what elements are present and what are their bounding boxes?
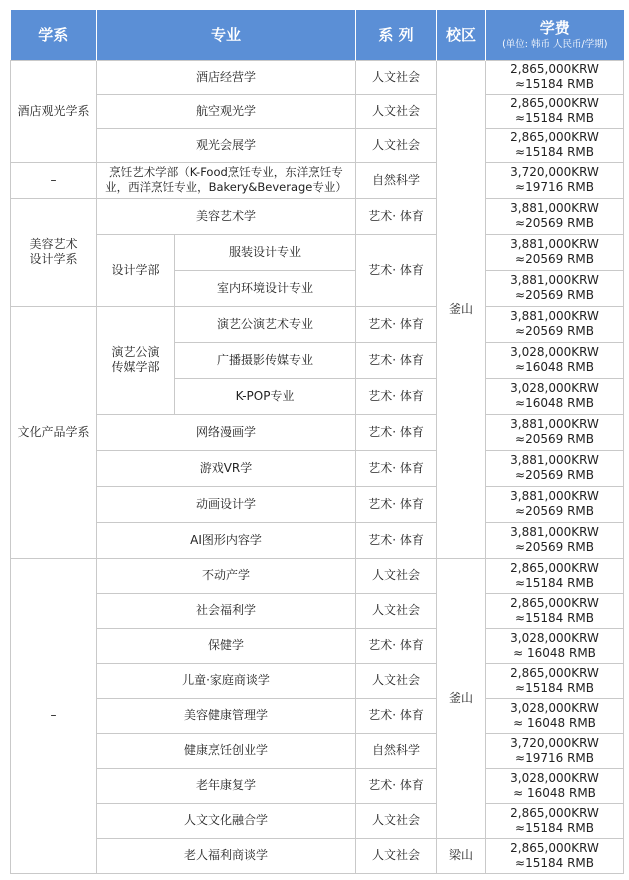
category-cell: 艺术· 体育 bbox=[356, 628, 437, 663]
category-cell: 人文社会 bbox=[356, 94, 437, 128]
major-cell: 美容健康管理学 bbox=[97, 698, 356, 733]
fee-krw: 3,881,000KRW bbox=[510, 453, 599, 467]
fee-krw: 3,028,000KRW bbox=[510, 345, 599, 359]
major-cell: 儿童·家庭商谈学 bbox=[97, 663, 356, 698]
fee-cell bbox=[486, 838, 624, 873]
category-cell: 人文社会 bbox=[356, 593, 437, 628]
fee-krw: 2,865,000KRW bbox=[510, 130, 599, 144]
category-cell: 人文社会 bbox=[356, 558, 437, 593]
fee-krw: 2,865,000KRW bbox=[510, 560, 599, 575]
fee-cell bbox=[486, 270, 624, 306]
category-cell: 艺术· 体育 bbox=[356, 486, 437, 522]
fee-rmb: ≈15184 RMB bbox=[515, 145, 594, 159]
table-row bbox=[11, 306, 624, 342]
fee-cell bbox=[486, 698, 624, 733]
fee-rmb: ≈20569 RMB bbox=[515, 504, 594, 518]
category-cell: 艺术· 体育 bbox=[356, 698, 437, 733]
major-cell: K-POP专业 bbox=[175, 378, 356, 414]
major-cell: 演艺公演艺术专业 bbox=[175, 306, 356, 342]
table-row bbox=[11, 522, 624, 558]
fee-krw: 3,881,000KRW bbox=[510, 417, 599, 431]
table-row bbox=[11, 94, 624, 128]
fee-rmb: ≈ 16048 RMB bbox=[513, 645, 596, 660]
fee-cell bbox=[486, 198, 624, 234]
fee-krw: 3,028,000KRW bbox=[510, 770, 599, 785]
major-cell: 网络漫画学 bbox=[97, 414, 356, 450]
fee-rmb: ≈20569 RMB bbox=[515, 324, 594, 338]
table-row bbox=[11, 558, 624, 593]
header-major: 专业 bbox=[97, 10, 356, 60]
table-row bbox=[11, 198, 624, 234]
major-cell: AI图形内容学 bbox=[97, 522, 356, 558]
fee-rmb: ≈20569 RMB bbox=[515, 288, 594, 302]
fee-rmb: ≈20569 RMB bbox=[515, 216, 594, 230]
category-cell: 艺术· 体育 bbox=[356, 198, 437, 234]
fee-cell bbox=[486, 558, 624, 593]
campus-cell: 釜山 bbox=[437, 558, 486, 838]
major-cell: 老年康复学 bbox=[97, 768, 356, 803]
category-cell: 人文社会 bbox=[356, 803, 437, 838]
fee-krw: 3,720,000KRW bbox=[510, 735, 599, 750]
major-cell: 室内环境设计专业 bbox=[175, 270, 356, 306]
fee-krw: 3,881,000KRW bbox=[510, 309, 599, 323]
fee-krw: 3,881,000KRW bbox=[510, 525, 599, 539]
fee-cell bbox=[486, 663, 624, 698]
category-cell: 人文社会 bbox=[356, 663, 437, 698]
category-cell: 自然科学 bbox=[356, 162, 437, 198]
table-row bbox=[11, 162, 624, 198]
table-row bbox=[11, 803, 624, 838]
fee-rmb: ≈ 16048 RMB bbox=[513, 785, 596, 800]
fee-rmb: ≈15184 RMB bbox=[515, 680, 594, 695]
table-row bbox=[11, 234, 624, 270]
fee-krw: 3,720,000KRW bbox=[510, 165, 599, 179]
fee-rmb: ≈15184 RMB bbox=[515, 820, 594, 835]
header-fee bbox=[486, 10, 624, 60]
major-cell: 保健学 bbox=[97, 628, 356, 663]
fee-rmb: ≈16048 RMB bbox=[515, 360, 594, 374]
fee-rmb: ≈19716 RMB bbox=[515, 180, 594, 194]
fee-krw: 2,865,000KRW bbox=[510, 665, 599, 680]
category-cell: 艺术· 体育 bbox=[356, 768, 437, 803]
table-row bbox=[11, 414, 624, 450]
category-cell: 自然科学 bbox=[356, 733, 437, 768]
category-cell: 艺术· 体育 bbox=[356, 414, 437, 450]
dept-cell: – bbox=[11, 162, 97, 198]
category-cell: 人文社会 bbox=[356, 60, 437, 94]
major-cell: 人文文化融合学 bbox=[97, 803, 356, 838]
fee-rmb: ≈16048 RMB bbox=[515, 396, 594, 410]
fee-cell bbox=[486, 486, 624, 522]
fee-rmb: ≈20569 RMB bbox=[515, 432, 594, 446]
category-cell: 人文社会 bbox=[356, 838, 437, 873]
table-row bbox=[11, 450, 624, 486]
fee-cell bbox=[486, 593, 624, 628]
major-cell: 广播摄影传媒专业 bbox=[175, 342, 356, 378]
fee-rmb: ≈ 16048 RMB bbox=[513, 715, 596, 730]
major-cell: 服装设计专业 bbox=[175, 234, 356, 270]
category-cell: 艺术· 体育 bbox=[356, 234, 437, 306]
subdept-cell: 设计学部 bbox=[97, 234, 175, 306]
fee-cell bbox=[486, 162, 624, 198]
table-row bbox=[11, 838, 624, 873]
major-cell: 观光会展学 bbox=[97, 128, 356, 162]
table-row bbox=[11, 128, 624, 162]
header-fee-title: 学费 bbox=[539, 19, 570, 38]
table-row bbox=[11, 733, 624, 768]
table-row bbox=[11, 593, 624, 628]
fee-rmb: ≈15184 RMB bbox=[515, 610, 594, 625]
header-campus: 校区 bbox=[437, 10, 486, 60]
fee-krw: 3,881,000KRW bbox=[510, 273, 599, 287]
category-cell: 艺术· 体育 bbox=[356, 378, 437, 414]
major-cell: 动画设计学 bbox=[97, 486, 356, 522]
category-cell: 艺术· 体育 bbox=[356, 306, 437, 342]
fee-krw: 3,028,000KRW bbox=[510, 381, 599, 395]
fee-cell bbox=[486, 234, 624, 270]
dept-cell: 美容艺术 设计学系 bbox=[11, 198, 97, 306]
table-row bbox=[11, 663, 624, 698]
fee-cell bbox=[486, 414, 624, 450]
table-row bbox=[11, 628, 624, 663]
fee-krw: 2,865,000KRW bbox=[510, 96, 599, 110]
fee-rmb: ≈15184 RMB bbox=[515, 575, 594, 590]
major-cell: 航空观光学 bbox=[97, 94, 356, 128]
fee-cell bbox=[486, 733, 624, 768]
fee-rmb: ≈15184 RMB bbox=[515, 111, 594, 125]
tuition-table-container bbox=[10, 10, 623, 874]
fee-rmb: ≈15184 RMB bbox=[515, 77, 594, 91]
major-cell: 社会福利学 bbox=[97, 593, 356, 628]
dept-cell: – bbox=[11, 558, 97, 873]
fee-cell bbox=[486, 94, 624, 128]
fee-krw: 3,028,000KRW bbox=[510, 630, 599, 645]
fee-cell bbox=[486, 342, 624, 378]
table-row bbox=[11, 768, 624, 803]
major-cell: 游戏VR学 bbox=[97, 450, 356, 486]
header-row bbox=[11, 10, 624, 60]
fee-rmb: ≈20569 RMB bbox=[515, 468, 594, 482]
fee-krw: 3,881,000KRW bbox=[510, 489, 599, 503]
fee-krw: 3,028,000KRW bbox=[510, 700, 599, 715]
table-row bbox=[11, 698, 624, 733]
fee-cell bbox=[486, 803, 624, 838]
dept-cell: 酒店观光学系 bbox=[11, 60, 97, 162]
campus-cell: 梁山 bbox=[437, 838, 486, 873]
campus-cell: 釜山 bbox=[437, 60, 486, 558]
major-cell: 健康烹饪创业学 bbox=[97, 733, 356, 768]
fee-rmb: ≈15184 RMB bbox=[515, 855, 594, 870]
fee-krw: 2,865,000KRW bbox=[510, 805, 599, 820]
fee-rmb: ≈20569 RMB bbox=[515, 252, 594, 266]
fee-cell bbox=[486, 60, 624, 94]
fee-krw: 2,865,000KRW bbox=[510, 62, 599, 76]
header-fee-unit: (单位: 韩币 人民币/学期) bbox=[502, 39, 608, 51]
fee-cell bbox=[486, 450, 624, 486]
fee-cell bbox=[486, 378, 624, 414]
dept-cell: 文化产品学系 bbox=[11, 306, 97, 558]
header-dept: 学系 bbox=[11, 10, 97, 60]
category-cell: 艺术· 体育 bbox=[356, 342, 437, 378]
tuition-table bbox=[10, 10, 624, 874]
major-cell: 不动产学 bbox=[97, 558, 356, 593]
fee-cell bbox=[486, 522, 624, 558]
fee-cell bbox=[486, 128, 624, 162]
fee-krw: 2,865,000KRW bbox=[510, 595, 599, 610]
major-cell: 美容艺术学 bbox=[97, 198, 356, 234]
fee-krw: 3,881,000KRW bbox=[510, 237, 599, 251]
fee-cell bbox=[486, 628, 624, 663]
fee-krw: 3,881,000KRW bbox=[510, 201, 599, 215]
subdept-cell: 演艺公演 传媒学部 bbox=[97, 306, 175, 414]
major-cell: 烹饪艺术学部（K-Food烹饪专业，东洋烹饪专业，西洋烹饪专业，Bakery&Beverage专业） bbox=[97, 162, 356, 198]
fee-cell bbox=[486, 306, 624, 342]
table-row bbox=[11, 60, 624, 94]
fee-krw: 2,865,000KRW bbox=[510, 840, 599, 855]
table-row bbox=[11, 486, 624, 522]
category-cell: 人文社会 bbox=[356, 128, 437, 162]
category-cell: 艺术· 体育 bbox=[356, 450, 437, 486]
fee-rmb: ≈19716 RMB bbox=[515, 750, 594, 765]
major-cell: 老人福利商谈学 bbox=[97, 838, 356, 873]
category-cell: 艺术· 体育 bbox=[356, 522, 437, 558]
fee-rmb: ≈20569 RMB bbox=[515, 540, 594, 554]
fee-cell bbox=[486, 768, 624, 803]
major-cell: 酒店经营学 bbox=[97, 60, 356, 94]
header-category: 系 列 bbox=[356, 10, 437, 60]
